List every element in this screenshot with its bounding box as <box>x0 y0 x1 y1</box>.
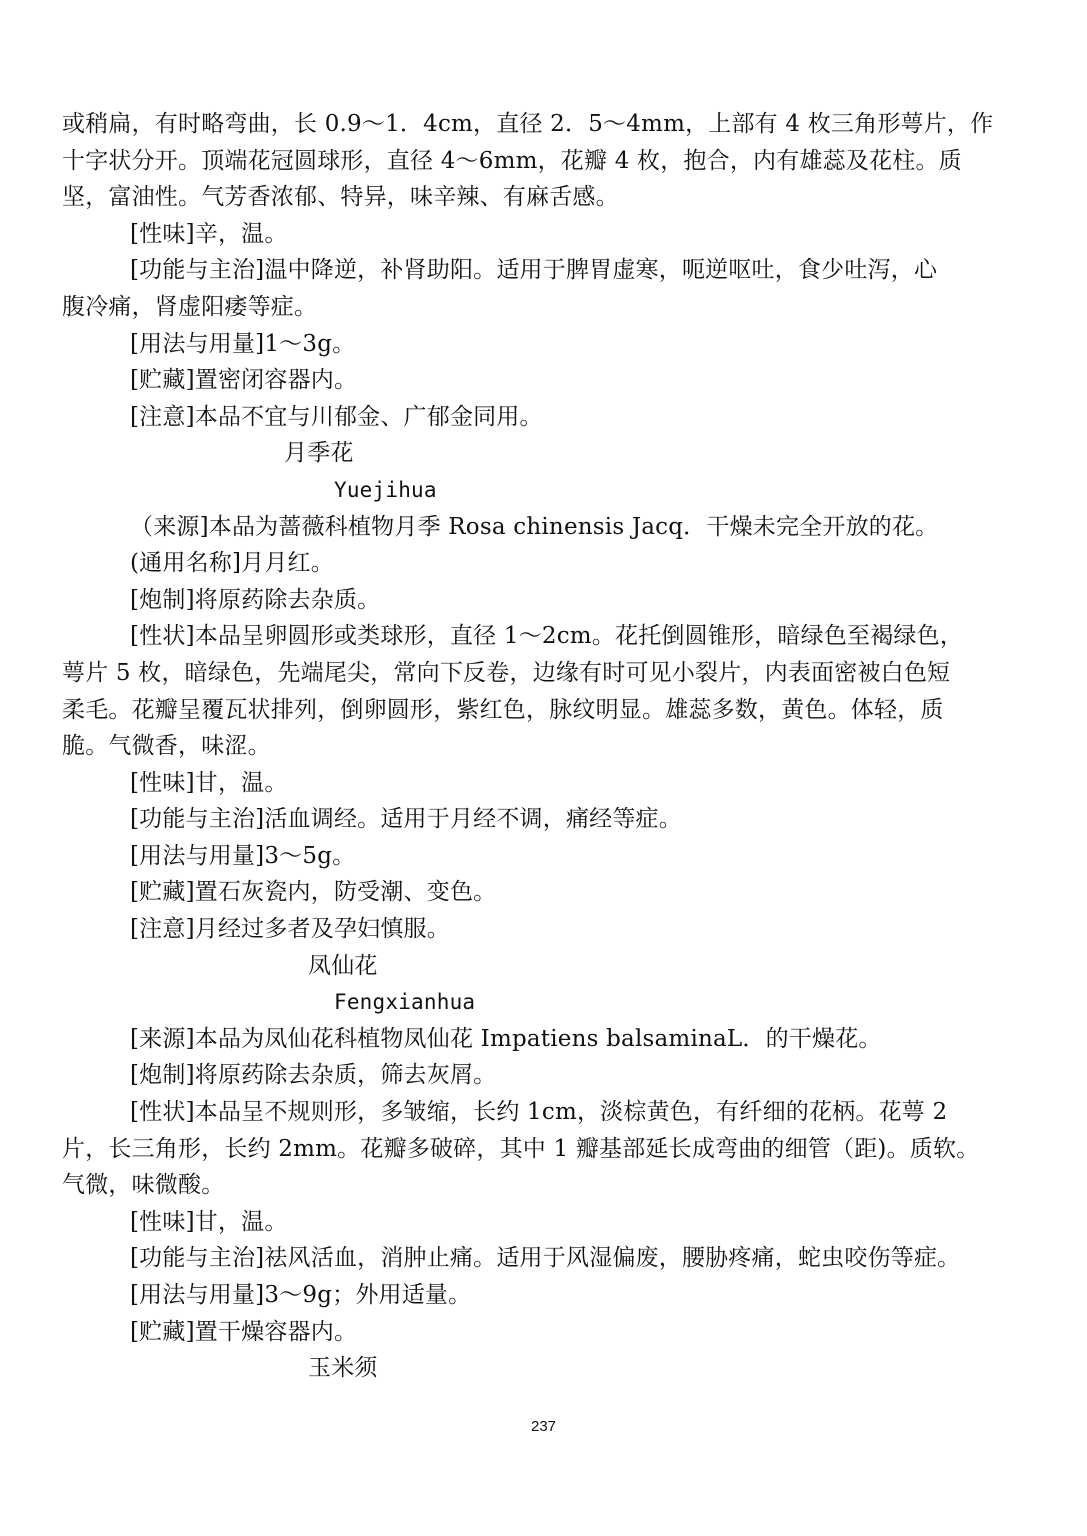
entry-pinyin: Fengxianhua <box>334 990 476 1015</box>
text-line: （来源]本品为蔷薇科植物月季 Rosa chinensis Jacq．干燥未完全开放的花。 <box>130 513 939 540</box>
text-line: [性状]本品呈不规则形，多皱缩，长约 1cm，淡棕黄色，有纤细的花柄。花萼 2 <box>130 1099 948 1126</box>
text-line: 坚，富油性。气芳香浓郁、特异，味辛辣、有麻舌感。 <box>62 184 619 211</box>
text-line: 或稍扁，有时略弯曲，长 0.9～1．4cm，直径 2．5～4mm，上部有 4 枚三角形萼片，作 <box>62 111 994 137</box>
text-line: 柔毛。花瓣呈覆瓦状排列，倒卵圆形，紫红色，脉纹明显。雄蕊多数，黄色。体轻，质 <box>62 696 944 723</box>
page-body-text <box>62 106 1030 1387</box>
text-line: 萼片 5 枚，暗绿色，先端尾尖，常向下反卷，边缘有时可见小裂片，内表面密被白色短 <box>62 659 951 686</box>
text-line: 片，长三角形，长约 2mm。花瓣多破碎，其中 1 瓣基部延长成弯曲的细管（距)。质软。 <box>62 1135 980 1162</box>
text-line: [贮藏]置密闭容器内。 <box>130 367 358 394</box>
text-line: [用法与用量]1～3g。 <box>130 330 356 357</box>
text-line: [性味]甘，温。 <box>130 1208 288 1235</box>
entry-title: 凤仙花 <box>308 952 378 979</box>
text-line: [功能与主治]祛风活血，消肿止痛。适用于风湿偏废，腰胁疼痛，蛇虫咬伤等症。 <box>130 1245 961 1272</box>
text-line: [来源]本品为凤仙花科植物凤仙花 Impatiens balsaminaL．的干燥花。 <box>130 1025 882 1052</box>
text-line: [功能与主治]温中降逆，补肾助阳。适用于脾胃虚寒，呃逆呕吐，食少吐泻，心 <box>130 257 938 284</box>
text-line: [功能与主治]活血调经。适用于月经不调，痛经等症。 <box>130 806 682 833</box>
text-line: [注意]月经过多者及孕妇慎服。 <box>130 916 450 943</box>
entry-title: 玉米须 <box>308 1355 378 1382</box>
text-line: [性状]本品呈卵圆形或类球形，直径 1～2cm。花托倒圆锥形，暗绿色至褐绿色， <box>130 623 964 650</box>
page-number: 237 <box>530 1418 557 1435</box>
text-line: [性味]辛，温。 <box>130 220 288 247</box>
entry-pinyin: Yuejihua <box>334 477 437 502</box>
text-line: [用法与用量]3～5g。 <box>130 842 356 869</box>
text-line: 腹冷痛，肾虚阳痿等症。 <box>62 293 318 320</box>
text-line: [炮制]将原药除去杂质，筛去灰屑。 <box>130 1062 497 1089</box>
text-line: [用法与用量]3～9g；外用适量。 <box>130 1282 472 1308</box>
text-line: [贮藏]置石灰瓷内，防受潮、变色。 <box>130 879 497 906</box>
text-line: [贮藏]置干燥容器内。 <box>130 1318 358 1345</box>
text-line: [性味]甘，温。 <box>130 769 288 796</box>
text-line: (通用名称]月月红。 <box>130 550 334 577</box>
text-line: 十字状分开。顶端花冠圆球形，直径 4～6mm，花瓣 4 枚，抱合，内有雄蕊及花柱。质 <box>62 147 962 174</box>
text-line: [炮制]将原药除去杂质。 <box>130 586 381 613</box>
text-line: [注意]本品不宜与川郁金、广郁金同用。 <box>130 403 543 430</box>
text-line: 脆。气微香，味涩。 <box>62 733 271 760</box>
text-line: 气微，味微酸。 <box>62 1172 225 1199</box>
entry-title: 月季花 <box>284 440 354 467</box>
